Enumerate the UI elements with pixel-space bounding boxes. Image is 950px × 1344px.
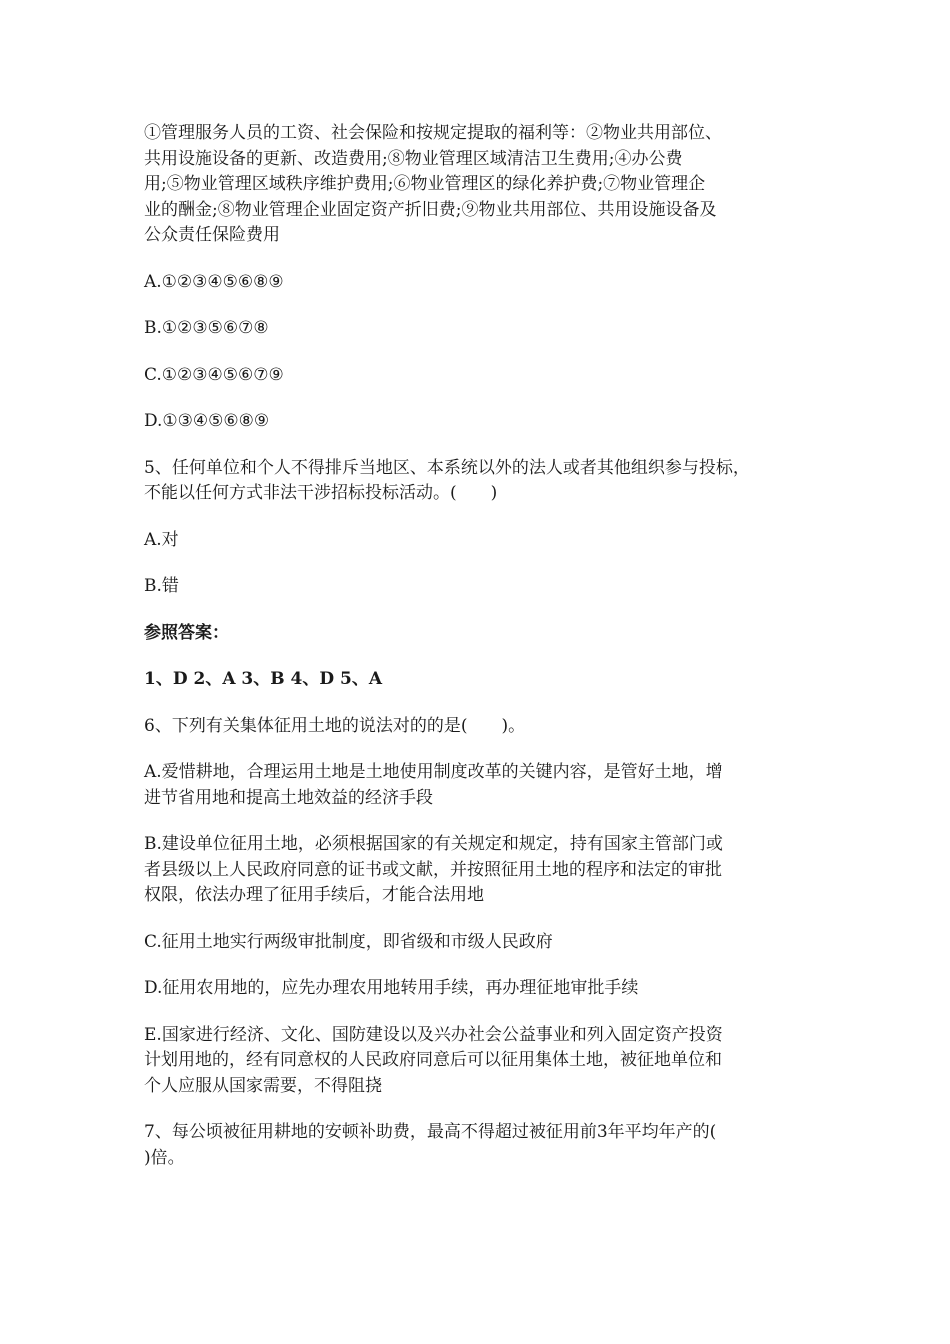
- question-6-option-e: E.国家进行经济、文化、国防建设以及兴办社会公益事业和列入固定资产投资 计划用地的，经有同意权的人民政府同意后可以征用集体土地，被征地单位和 个人应服从国家需要，不得阻挠: [144, 1024, 723, 1096]
- document-page: [144, 121, 824, 1192]
- question-4-option-d: D.①③④⑤⑥⑧⑨: [144, 411, 270, 431]
- question-6-option-c: C.征用土地实行两级审批制度，即省级和市级人民政府: [144, 931, 553, 952]
- question-4-body: ①管理服务人员的工资、社会保险和按规定提取的福利等：②物业共用部位、 共用设施设备的更新、改造费用;⑧物业管理区域清洁卫生费用;④办公费 用;⑤物业管理区域秩序维护费用;⑥物业管理区的绿化养护费;⑦物业管理企 业的酬金;⑧物业管理企业固定资产折旧费;⑨物业共用部位、共用设施设备及 公众责任保险费用: [144, 123, 722, 245]
- question-6-option-b: B.建设单位征用土地，必须根据国家的有关规定和规定，持有国家主管部门或 者县级以上人民政府同意的证书或文献，并按照征用土地的程序和法定的审批 权限，依法办理了征用手续后，才能合法用地: [144, 834, 723, 905]
- question-7: 7、每公顷被征用耕地的安顿补助费，最高不得超过被征用前3年平均年产的( )倍。: [144, 1122, 717, 1168]
- answer-heading: 参照答案：: [144, 622, 229, 643]
- answer-list: 1、D 2、A 3、B 4、D 5、A: [144, 669, 383, 689]
- question-5-option-a: A.对: [144, 529, 179, 550]
- question-6: 6、下列有关集体征用土地的说法对的的是( )。: [144, 715, 526, 736]
- question-6-option-d: D.征用农用地的，应先办理农用地转用手续，再办理征地审批手续: [144, 978, 639, 998]
- question-6-option-a: A.爱惜耕地，合理运用土地是土地使用制度改革的关键内容，是管好土地，增 进节省用地和提高土地效益的经济手段: [144, 762, 723, 808]
- question-4-option-b: B.①②③⑤⑥⑦⑧: [144, 318, 269, 338]
- question-4-option-c: C.①②③④⑤⑥⑦⑨: [144, 364, 284, 385]
- question-5-option-b: B.错: [144, 576, 179, 596]
- question-5: 5、任何单位和个人不得排斥当地区、本系统以外的法人或者其他组织参与投标， 不能以任何方式非法干涉招标投标活动。( ): [144, 457, 750, 503]
- question-4-option-a: A.①②③④⑤⑥⑧⑨: [144, 271, 284, 292]
